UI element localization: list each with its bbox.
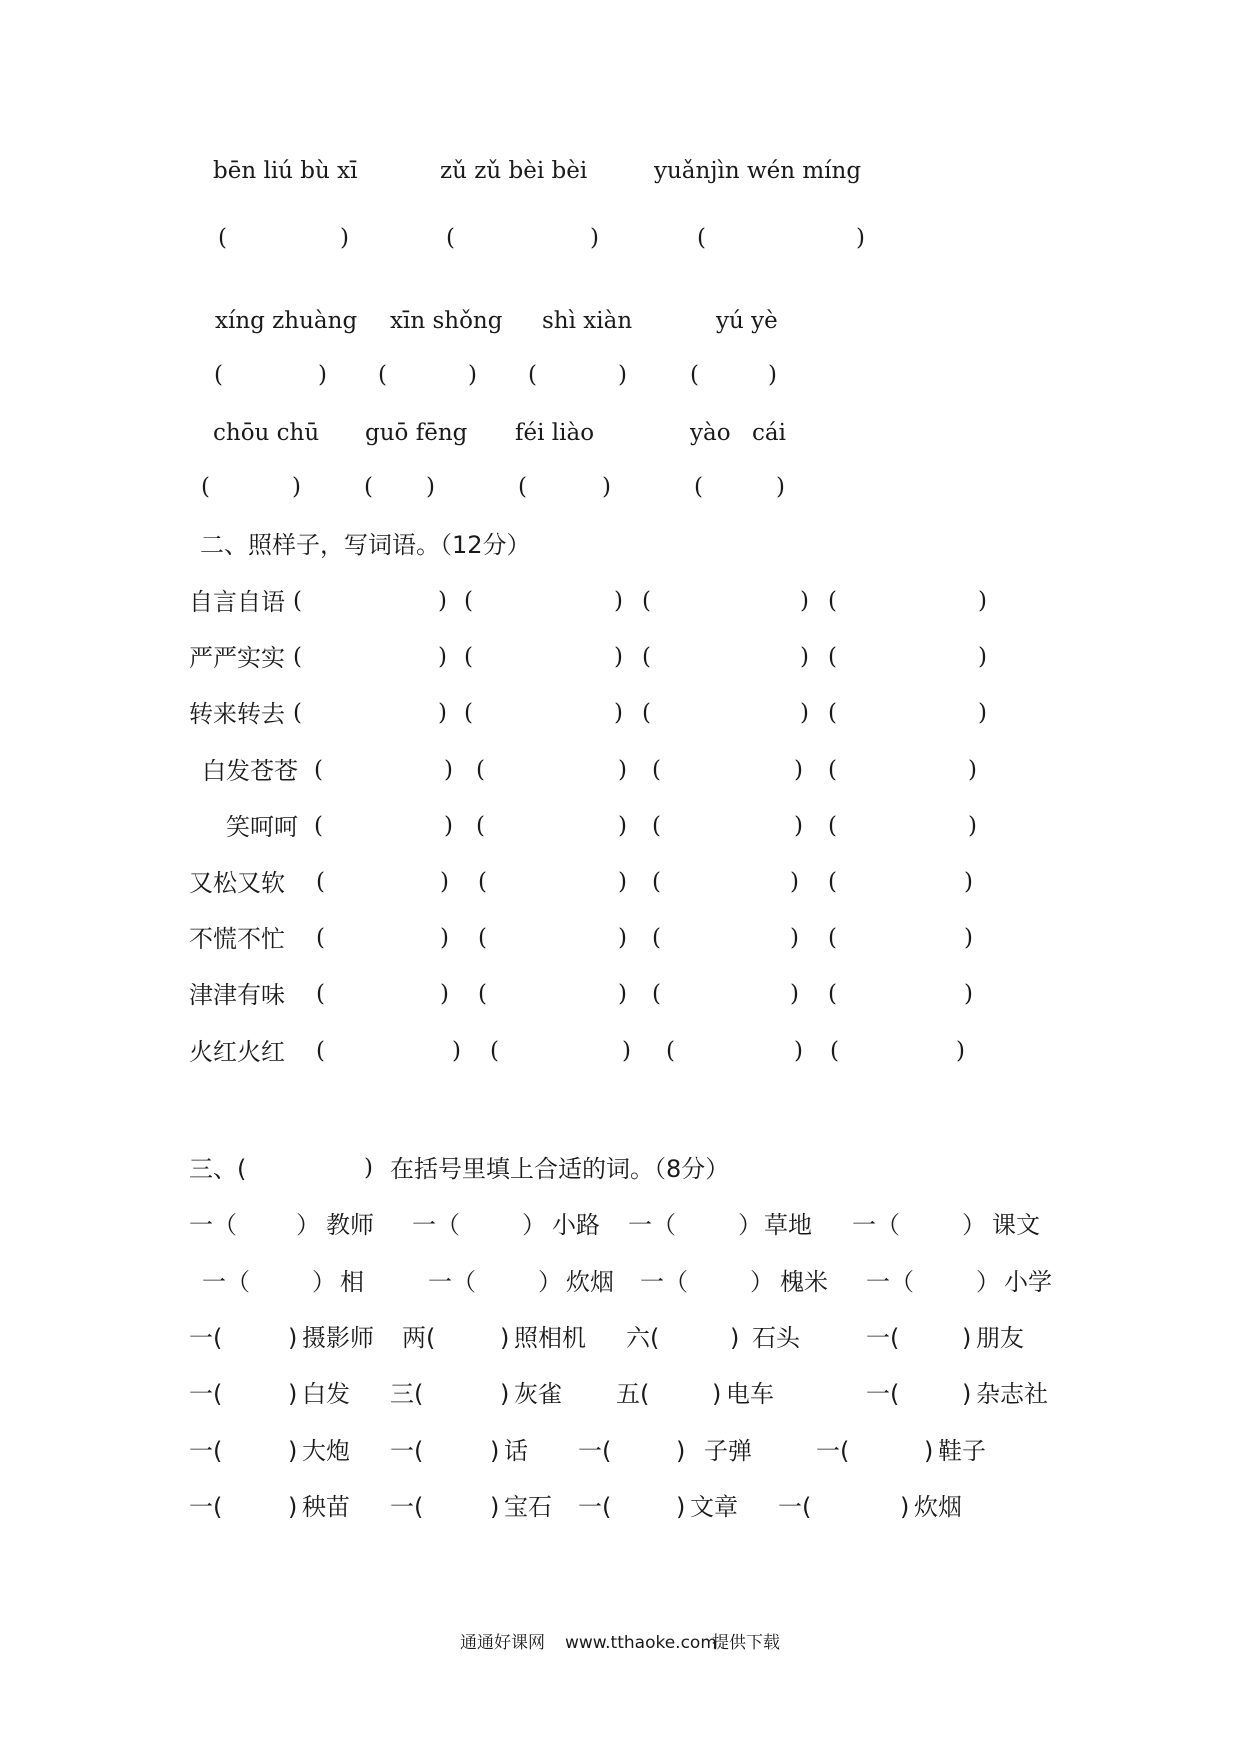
measure-prefix: 五( [616, 1380, 650, 1408]
answer-bracket-close: ) [790, 981, 799, 1007]
answer-bracket-close: ) [438, 644, 447, 670]
answer-bracket-open: ( [528, 362, 537, 388]
answer-bracket-close: ) [900, 1493, 910, 1521]
answer-bracket-close: ) [800, 700, 809, 726]
answer-bracket-close: ) [978, 700, 987, 726]
answer-bracket-open: ( [464, 588, 473, 614]
measure-prefix: 一（ [412, 1211, 460, 1239]
noun-word: 课文 [992, 1211, 1040, 1239]
pinyin-item: guō fēng [365, 420, 468, 446]
answer-bracket-close: ) [602, 474, 611, 500]
measure-prefix: 一（ [640, 1268, 688, 1296]
example-word: 不慌不忙 [189, 925, 285, 953]
pinyin-item: zǔ zǔ bèi bèi [440, 158, 588, 184]
answer-bracket-close: ) [956, 1038, 965, 1064]
pinyin-item: xíng zhuàng [215, 308, 358, 334]
answer-bracket-close: ) [452, 1038, 461, 1064]
noun-word: 电车 [726, 1380, 774, 1408]
measure-prefix: 一( [189, 1324, 223, 1352]
answer-bracket-close: ) [794, 813, 803, 839]
answer-bracket-open: ( [828, 981, 837, 1007]
answer-bracket-close: ) [622, 1038, 631, 1064]
answer-bracket-close: ) [924, 1437, 934, 1465]
answer-bracket-close: ) [962, 1380, 972, 1408]
pinyin-item: bēn liú bù xī [213, 158, 358, 184]
pinyin-item: yuǎnjìn wén míng [654, 158, 862, 184]
measure-prefix: 一( [866, 1324, 900, 1352]
answer-bracket-close: ) [288, 1380, 298, 1408]
answer-bracket-close: ） [538, 1268, 562, 1296]
answer-bracket-open: ( [828, 700, 837, 726]
example-word: 津津有味 [189, 981, 285, 1009]
noun-word: 大炮 [302, 1437, 350, 1465]
answer-bracket-open: ( [642, 588, 651, 614]
answer-bracket-close: ) [438, 588, 447, 614]
noun-word: 宝石 [504, 1493, 552, 1521]
answer-bracket-close: ) [800, 588, 809, 614]
pinyin-item: yào [690, 420, 731, 446]
answer-bracket-close: ) [800, 644, 809, 670]
answer-bracket-close: ） [750, 1268, 774, 1296]
answer-bracket-open: ( [490, 1038, 499, 1064]
answer-bracket-close: ) [444, 813, 453, 839]
noun-word: 杂志社 [976, 1380, 1048, 1408]
measure-prefix: 一( [189, 1493, 223, 1521]
noun-word: 相 [340, 1268, 364, 1296]
answer-bracket-open: ( [828, 813, 837, 839]
pinyin-item: cái [752, 420, 786, 446]
answer-bracket-close: ) [676, 1493, 686, 1521]
answer-bracket-open: ( [652, 813, 661, 839]
measure-prefix: 一（ [866, 1268, 914, 1296]
answer-bracket-close: ) [614, 700, 623, 726]
answer-bracket-close: ) [618, 981, 627, 1007]
noun-word: 文章 [690, 1493, 738, 1521]
answer-bracket-close: ) [618, 869, 627, 895]
answer-bracket-close: ) [768, 362, 777, 388]
answer-bracket-close: ) [790, 869, 799, 895]
noun-word: 教师 [326, 1211, 374, 1239]
answer-bracket-close: ) [964, 925, 973, 951]
answer-bracket-close: ) [856, 225, 865, 251]
pinyin-item: xīn shǒng [390, 308, 503, 334]
answer-bracket-close: ） [976, 1268, 1000, 1296]
measure-prefix: 一( [778, 1493, 812, 1521]
answer-bracket-close: ) [292, 474, 301, 500]
answer-bracket-open: ( [446, 225, 455, 251]
answer-bracket-close: ) [978, 644, 987, 670]
answer-bracket-close: ) [794, 757, 803, 783]
answer-bracket-close: ) [730, 1324, 740, 1352]
section-title: 三、( [189, 1155, 247, 1183]
pinyin-item: chōu chū [213, 420, 320, 446]
noun-word: 草地 [764, 1211, 812, 1239]
noun-word: 槐米 [780, 1268, 828, 1296]
footer-url: www.tthaoke.com [565, 1633, 717, 1653]
answer-bracket-close: ) [288, 1437, 298, 1465]
answer-bracket-close: ) [490, 1437, 500, 1465]
answer-bracket-close: ) [426, 474, 435, 500]
answer-bracket-open: ( [652, 757, 661, 783]
answer-bracket-close: ) [618, 925, 627, 951]
answer-bracket-close: ) [440, 869, 449, 895]
measure-prefix: 一( [390, 1437, 424, 1465]
measure-prefix: 三( [390, 1380, 424, 1408]
answer-bracket-open: ( [364, 474, 373, 500]
measure-prefix: 一( [866, 1380, 900, 1408]
answer-bracket-open: ( [828, 869, 837, 895]
answer-bracket-open: ( [828, 588, 837, 614]
noun-word: 照相机 [514, 1324, 586, 1352]
example-word: 火红火红 [189, 1038, 285, 1066]
noun-word: 小学 [1004, 1268, 1052, 1296]
answer-bracket-open: ( [293, 700, 302, 726]
answer-bracket-close: ) [964, 981, 973, 1007]
answer-bracket-close: ) [962, 1324, 972, 1352]
answer-bracket-close: ) [618, 757, 627, 783]
answer-bracket-open: ( [478, 869, 487, 895]
answer-bracket-close: ) [500, 1380, 510, 1408]
measure-prefix: 一（ [202, 1268, 250, 1296]
answer-bracket-close: ) [978, 588, 987, 614]
noun-word: 小路 [552, 1211, 600, 1239]
noun-word: 摄影师 [302, 1324, 374, 1352]
measure-prefix: 一( [578, 1437, 612, 1465]
footer-site-name: 通通好课网 [460, 1633, 545, 1653]
answer-bracket-open: ( [218, 225, 227, 251]
example-word: 白发苍苍 [202, 757, 298, 785]
answer-bracket-close: ) [440, 925, 449, 951]
noun-word: 鞋子 [938, 1437, 986, 1465]
answer-bracket-close: ) [444, 757, 453, 783]
answer-bracket-open: ( [478, 925, 487, 951]
answer-bracket-open: ( [293, 644, 302, 670]
answer-bracket-open: ( [652, 869, 661, 895]
answer-bracket-close: ) [676, 1437, 686, 1465]
answer-bracket-close: ） [296, 1211, 320, 1239]
noun-word: 子弹 [704, 1437, 752, 1465]
answer-bracket-open: ( [316, 981, 325, 1007]
example-word: 严严实实 [189, 644, 285, 672]
answer-bracket-open: ( [314, 813, 323, 839]
example-word: 转来转去 [189, 700, 285, 728]
answer-bracket-close: ) [614, 644, 623, 670]
answer-bracket-open: ( [476, 813, 485, 839]
answer-bracket-open: ( [697, 225, 706, 251]
noun-word: 灰雀 [514, 1380, 562, 1408]
answer-bracket-open: ( [293, 588, 302, 614]
measure-prefix: 一（ [428, 1268, 476, 1296]
answer-bracket-close: ) [440, 981, 449, 1007]
answer-bracket-close: ) [776, 474, 785, 500]
answer-bracket-open: ( [828, 757, 837, 783]
answer-bracket-close: ) [438, 700, 447, 726]
pinyin-item: féi liào [515, 420, 595, 446]
answer-bracket-open: ( [476, 757, 485, 783]
answer-bracket-open: ( [518, 474, 527, 500]
answer-bracket-open: ( [478, 981, 487, 1007]
answer-bracket-open: ( [464, 700, 473, 726]
answer-bracket-open: ( [828, 925, 837, 951]
answer-bracket-close: ） [522, 1211, 546, 1239]
answer-bracket-open: ( [201, 474, 210, 500]
answer-bracket-open: ( [464, 644, 473, 670]
section-title: 二、照样子，写词语。（12分） [200, 531, 531, 559]
answer-bracket-open: ( [316, 869, 325, 895]
answer-bracket-open: ( [642, 700, 651, 726]
answer-bracket-close: ) [590, 225, 599, 251]
answer-bracket-open: ( [642, 644, 651, 670]
noun-word: 话 [504, 1437, 528, 1465]
answer-bracket-close: ) [364, 1155, 373, 1181]
section-title: 在括号里填上合适的词。（8分） [390, 1155, 730, 1183]
noun-word: 炊烟 [566, 1268, 614, 1296]
noun-word: 朋友 [976, 1324, 1024, 1352]
answer-bracket-open: ( [314, 757, 323, 783]
answer-bracket-close: ） [738, 1211, 762, 1239]
answer-bracket-close: ) [288, 1493, 298, 1521]
example-word: 自言自语 [189, 588, 285, 616]
answer-bracket-close: ) [468, 362, 477, 388]
answer-bracket-close: ） [312, 1268, 336, 1296]
answer-bracket-open: ( [694, 474, 703, 500]
answer-bracket-close: ) [794, 1038, 803, 1064]
answer-bracket-open: ( [316, 1038, 325, 1064]
measure-prefix: 一( [578, 1493, 612, 1521]
measure-prefix: 一（ [852, 1211, 900, 1239]
example-word: 又松又软 [189, 869, 285, 897]
answer-bracket-close: ) [340, 225, 349, 251]
answer-bracket-close: ) [968, 813, 977, 839]
answer-bracket-open: ( [378, 362, 387, 388]
answer-bracket-close: ) [500, 1324, 510, 1352]
noun-word: 石头 [752, 1324, 800, 1352]
noun-word: 白发 [302, 1380, 350, 1408]
answer-bracket-close: ) [712, 1380, 722, 1408]
answer-bracket-open: ( [652, 925, 661, 951]
measure-prefix: 一( [390, 1493, 424, 1521]
answer-bracket-close: ) [618, 362, 627, 388]
measure-prefix: 一( [189, 1380, 223, 1408]
answer-bracket-open: ( [652, 981, 661, 1007]
noun-word: 秧苗 [302, 1493, 350, 1521]
answer-bracket-close: ) [790, 925, 799, 951]
measure-prefix: 一( [816, 1437, 850, 1465]
answer-bracket-open: ( [214, 362, 223, 388]
answer-bracket-open: ( [828, 644, 837, 670]
noun-word: 炊烟 [914, 1493, 962, 1521]
answer-bracket-close: ) [490, 1493, 500, 1521]
answer-bracket-close: ) [968, 757, 977, 783]
answer-bracket-close: ) [318, 362, 327, 388]
pinyin-item: shì xiàn [542, 308, 633, 334]
measure-prefix: 一（ [628, 1211, 676, 1239]
answer-bracket-close: ) [614, 588, 623, 614]
measure-prefix: 一（ [189, 1211, 237, 1239]
answer-bracket-close: ) [618, 813, 627, 839]
pinyin-item: yú yè [716, 308, 778, 334]
answer-bracket-close: ) [964, 869, 973, 895]
answer-bracket-open: ( [830, 1038, 839, 1064]
answer-bracket-open: ( [690, 362, 699, 388]
answer-bracket-open: ( [666, 1038, 675, 1064]
measure-prefix: 两( [402, 1324, 436, 1352]
answer-bracket-close: ） [962, 1211, 986, 1239]
footer-suffix: 提供下载 [712, 1633, 780, 1653]
measure-prefix: 六( [626, 1324, 660, 1352]
example-word: 笑呵呵 [226, 813, 298, 841]
measure-prefix: 一( [189, 1437, 223, 1465]
answer-bracket-open: ( [316, 925, 325, 951]
answer-bracket-close: ) [288, 1324, 298, 1352]
